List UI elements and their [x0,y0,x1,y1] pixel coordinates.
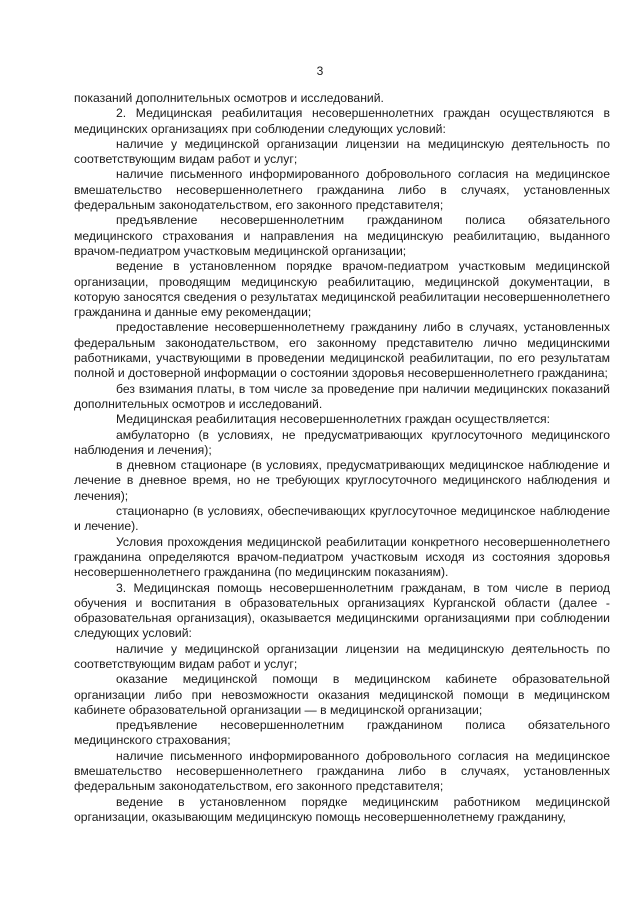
paragraph: без взимания платы, в том числе за проведение при наличии медицинских показаний дополнительных осмотров и исследований. [74,381,610,411]
paragraph: Медицинская реабилитация несовершеннолетних граждан осуществляется: [116,412,551,427]
paragraph: стационарно (в условиях, обеспечивающих круглосуточное медицинское наблюдение и лечение). [74,504,610,534]
paragraph: наличие письменного информированного добровольного согласия на медицинское вмешательство несовершеннолетнего гражданина либо в случаях, установленных федеральным законодательством, его законного представителя; [74,167,610,213]
document-body [74,91,610,825]
paragraph-section-2: 2. Медицинская реабилитация несовершеннолетних граждан осуществляются в медицинских организациях при соблюдении следующих условий: [74,106,610,136]
paragraph: наличие письменного информированного добровольного согласия на медицинское вмешательство несовершеннолетнего гражданина либо в случаях, установленных федеральным законодательством, его законного представителя; [74,748,610,794]
paragraph-continuation: показаний дополнительных осмотров и исследований. [74,91,384,105]
page-number: 3 [316,64,324,78]
paragraph: ведение в установленном порядке врачом-педиатром участковым медицинской организации, проводящим медицинскую реабилитацию, медицинской документации, в которую заносятся сведения о результатах медицинской реабилитации несовершеннолетнего гражданина и данные ему рекомендации; [74,259,610,320]
paragraph: наличие у медицинской организации лицензии на медицинскую деятельность по соответствующим видам работ и услуг; [74,641,610,671]
paragraph: амбулаторно (в условиях, не предусматривающих круглосуточного медицинского наблюдения и лечения); [74,427,610,457]
paragraph: в дневном стационаре (в условиях, предусматривающих медицинское наблюдение и лечение в дневное время, но не требующих круглосуточного медицинского наблюдения и лечения); [74,458,610,503]
paragraph: предъявление несовершеннолетним гражданином полиса обязательного медицинского страхования и направления на медицинскую реабилитацию, выданного врачом-педиатром участковым медицинской организации; [74,213,610,258]
paragraph: оказание медицинской помощи в медицинском кабинете образовательной организации либо при невозможности оказания медицинской помощи в медицинском кабинете образовательной организации — в медицинской организации; [74,672,610,717]
paragraph-section-3: 3. Медицинская помощь несовершеннолетним гражданам, в том числе в период обучения и воспитания в образовательных организациях Курганской области (далее - образовательная организация), оказывается медицинскими организациями при соблюдении следующих условий: [74,580,610,641]
paragraph: предоставление несовершеннолетнему гражданину либо в случаях, установленных федеральным законодательством, его законному представителю лично медицинскими работниками, участвующими в проведении медицинской реабилитации, по его результатам полной и достоверной информации о состоянии здоровья несовершеннолетнего гражданина; [74,320,610,381]
paragraph: предъявление несовершеннолетним гражданином полиса обязательного медицинского страхования; [74,718,610,748]
paragraph: Условия прохождения медицинской реабилитации конкретного несовершеннолетнего гражданина определяются врачом-педиатром участковым исходя из состояния здоровья несовершеннолетнего гражданина (по медицинским показаниям). [74,534,610,580]
paragraph: ведение в установленном порядке медицинским работником медицинской организации, оказывающим медицинскую помощь несовершеннолетнему гражданину, [74,794,610,824]
paragraph: наличие у медицинской организации лицензии на медицинскую деятельность по соответствующим видам работ и услуг; [74,136,610,167]
